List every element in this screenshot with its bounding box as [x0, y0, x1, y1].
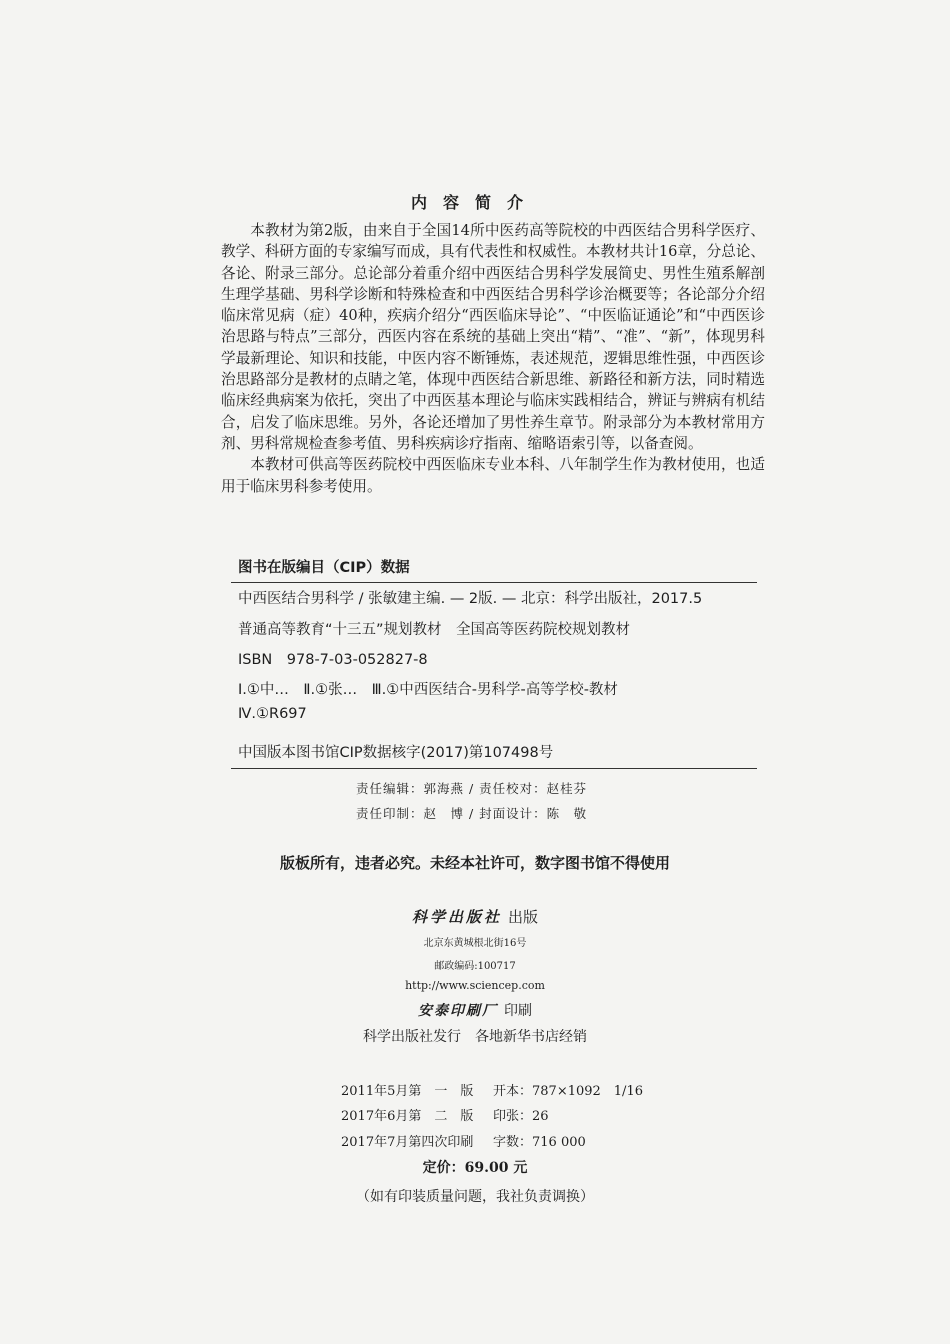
copyright-notice: 版板所有，违者必究。未经本社许可，数字图书馆不得使用	[279, 854, 670, 872]
edition-row	[341, 1080, 643, 1099]
cip-line: 中西医结合男科学 / 张敏建主编. — 2版. — 北京：科学出版社，2017.5	[238, 591, 703, 607]
edition-date: 2017年7月第四次印刷	[341, 1135, 474, 1150]
publisher-action: 出版	[508, 908, 539, 926]
edition-spec: 开本：787×1092 1/16	[493, 1084, 643, 1099]
publisher-postcode: 邮政编码:100717	[434, 961, 516, 972]
price: 定价：69.00 元	[422, 1160, 528, 1176]
cip-line: ISBN 978-7-03-052827-8	[238, 652, 428, 668]
publisher-line	[0, 906, 950, 927]
editors-line: 责任印制：赵 博 / 封面设计：陈 敬	[356, 806, 588, 821]
editors-line: 责任编辑：郭海燕 / 责任校对：赵桂芬	[356, 781, 588, 796]
cip-line: Ⅳ.①R697	[238, 706, 307, 722]
printer-line	[0, 1000, 950, 1020]
edition-date: 2017年6月第 二 版	[341, 1109, 474, 1124]
intro-body	[221, 220, 765, 497]
cip-top-rule	[231, 582, 757, 583]
cip-line: Ⅰ.①中… Ⅱ.①张… Ⅲ.①中西医结合-男科学-高等学校-教材	[238, 682, 618, 698]
cip-heading: 图书在版编目（CIP）数据	[238, 560, 410, 576]
intro-paragraph: 本教材为第2版，由来自于全国14所中医药高等院校的中西医结合男科学医疗、教学、科研方面的专家编写而成，具有代表性和权威性。本教材共计16章，分总论、各论、附录三部分。总论部分着重介绍中西医结合男科学发展简史、男性生殖系解剖生理学基础、男科学诊断和特殊检查和中西医结合男科学诊治概要等；各论部分介绍临床常见病（症）40种，疾病介绍分“西医临床导论”、“中医临证通论”和“中西医诊治思路与特点”三部分，西医内容在系统的基础上突出“精”、“准”、“新”，体现男科学最新理论、知识和技能，中医内容不断锤炼，表述规范，逻辑思维性强，中西医诊治思路部分是教材的点睛之笔，体现中西医结合新思维、新路径和新方法，同时精选临床经典病案为依托，突出了中西医基本理论与临床实践相结合，辨证与辨病有机结合，启发了临床思维。另外，各论还增加了男性养生章节。附录部分为本教材常用方剂、男科常规检查参考值、男科疾病诊疗指南、缩略语索引等，以备查阅。	[221, 222, 765, 452]
printer-action: 印刷	[504, 1003, 532, 1019]
edition-date: 2011年5月第 一 版	[341, 1084, 474, 1099]
edition-spec: 印张：26	[493, 1109, 549, 1124]
distribution-line: 科学出版社发行 各地新华书店经销	[363, 1029, 587, 1045]
intro-paragraph: 本教材可供高等医药院校中西医临床专业本科、八年制学生作为教材使用，也适用于临床男科参考使用。	[221, 456, 765, 495]
edition-row	[341, 1105, 549, 1124]
cip-bottom-rule	[231, 768, 757, 769]
publisher-name: 科学出版社	[411, 908, 502, 926]
publisher-address: 北京东黄城根北街16号	[423, 938, 527, 949]
cip-line: 中国版本图书馆CIP数据核字(2017)第107498号	[238, 745, 554, 761]
publisher-url: http://www.sciencep.com	[405, 979, 545, 992]
cip-line: 普通高等教育“十三五”规划教材 全国高等医药院校规划教材	[238, 622, 631, 638]
intro-title: 内容简介	[410, 193, 539, 212]
edition-row	[341, 1131, 586, 1150]
printer-name: 安泰印刷厂	[418, 1003, 498, 1019]
quality-note: （如有印装质量问题，我社负责调换）	[356, 1189, 594, 1205]
edition-spec: 字数：716 000	[493, 1135, 586, 1150]
